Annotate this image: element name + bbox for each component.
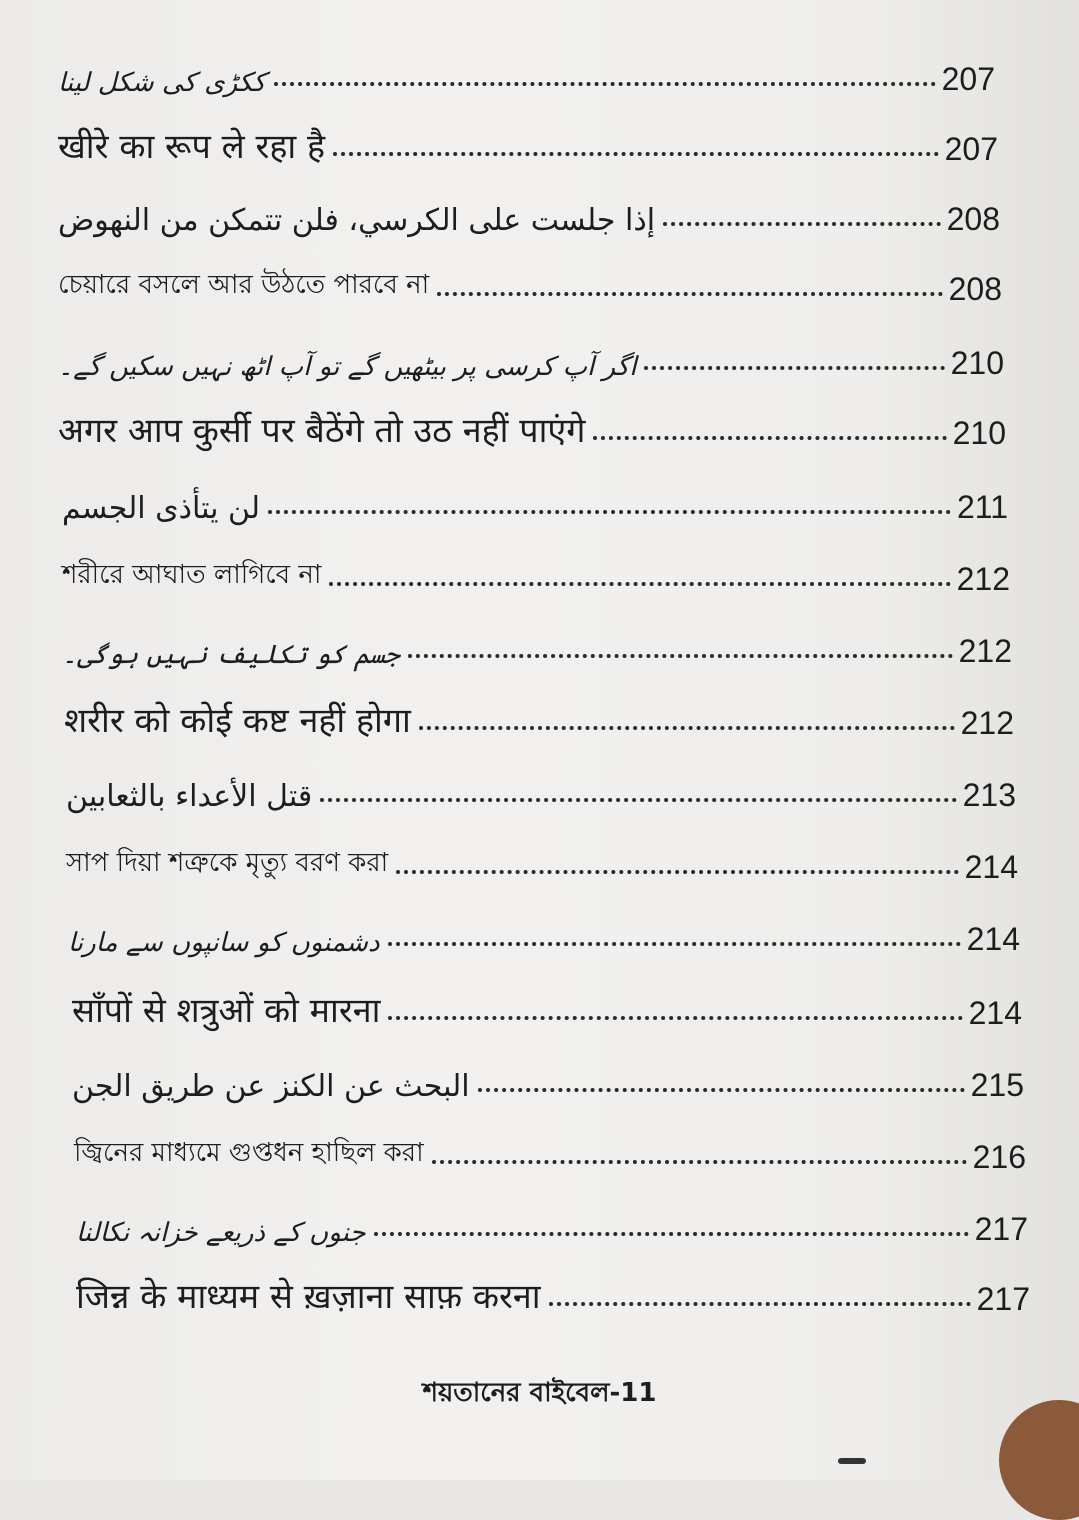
- toc-entry-title: ککڑی کی شکل لینا: [58, 68, 266, 98]
- dot-leader: [268, 510, 951, 514]
- toc-entry: [76, 1258, 1030, 1318]
- toc-entry-title: अगर आप कुर्सी पर बैठेंगे तो उठ नहीं पाएंगे: [58, 411, 586, 451]
- dot-leader: [644, 366, 944, 370]
- toc-entry-title: साँपों से शत्रुओं को मारना: [72, 991, 381, 1031]
- dot-leader: [396, 870, 958, 874]
- toc-entry-title: जिन्न के माध्यम से ख़ज़ाना साफ़ करना: [76, 1277, 541, 1317]
- dot-leader: [419, 726, 955, 730]
- toc-page-number: 210: [950, 345, 1004, 381]
- dot-leader: [374, 1232, 969, 1236]
- toc-entry-title: جسم کو تکلیف نہیں ہوگی۔: [62, 640, 400, 670]
- toc-entry-title: جنوں کے ذریعے خزانہ نکالنا: [76, 1218, 366, 1248]
- toc-entry: [58, 38, 995, 98]
- toc-entry: [64, 682, 1014, 742]
- toc-page-number: 208: [946, 201, 1000, 237]
- toc-page-number: 215: [970, 1067, 1024, 1103]
- toc-page-number: 212: [956, 561, 1010, 597]
- toc-entry: [74, 1116, 1026, 1176]
- toc-entry: [76, 1188, 1028, 1248]
- dot-leader: [320, 798, 956, 802]
- toc-entry: [68, 898, 1020, 958]
- toc-entry: [72, 972, 1022, 1032]
- toc-page-number: 207: [941, 61, 995, 97]
- toc-entry-title: البحث عن الكنز عن طريق الجن: [72, 1069, 470, 1104]
- toc-entry-title: لن يتأذى الجسم: [62, 491, 261, 526]
- dot-leader: [388, 1016, 962, 1020]
- dot-leader: [432, 1160, 967, 1164]
- toc-page-number: 208: [948, 271, 1002, 307]
- dot-leader: [388, 942, 961, 946]
- dot-leader: [329, 582, 950, 586]
- toc-entry: [66, 826, 1018, 886]
- toc-page-number: 207: [944, 131, 998, 167]
- toc-entry: [58, 322, 1004, 382]
- toc-entry-title: قتل الأعداء بالثعابين: [66, 779, 313, 814]
- dot-leader: [333, 152, 939, 156]
- toc-entry-title: চেয়ারে বসলে আর উঠতে পারবে না: [58, 270, 430, 300]
- dot-leader: [663, 222, 941, 226]
- toc-page-number: 217: [976, 1281, 1030, 1317]
- dot-leader: [274, 82, 936, 86]
- toc-entry: [58, 248, 1002, 308]
- toc-page-number: 213: [962, 777, 1016, 813]
- toc-entry: [58, 392, 1006, 452]
- toc-page-number: 210: [952, 415, 1006, 451]
- toc-entry: [62, 538, 1010, 598]
- toc-page-number: 217: [974, 1211, 1028, 1247]
- toc-entry-title: إذا جلست على الكرسي، فلن تتمكن من النهوض: [58, 203, 656, 238]
- dot-leader: [408, 654, 953, 658]
- toc-entry: [62, 610, 1012, 670]
- toc-page-number: 211: [956, 489, 1008, 525]
- toc-page-number: 212: [958, 633, 1012, 669]
- toc-entry: [62, 466, 1008, 526]
- toc-entry-title: शरीर को कोई कष्ट नहीं होगा: [64, 701, 411, 741]
- toc-entry: [66, 754, 1016, 814]
- toc-page-number: 214: [964, 849, 1018, 885]
- dot-leader: [478, 1088, 965, 1092]
- toc-entry: [58, 108, 998, 168]
- toc-page-number: 216: [972, 1139, 1026, 1175]
- dot-leader: [593, 436, 946, 440]
- toc-entry: [72, 1044, 1024, 1104]
- page-mark: [838, 1458, 866, 1464]
- toc-page-number: 214: [966, 921, 1020, 957]
- toc-entry-title: সাপ দিয়া শত্রুকে মৃত্যু বরণ করা: [66, 848, 389, 878]
- toc-entry-title: শরীরে আঘাত লাগিবে না: [62, 560, 322, 590]
- toc-entry-title: دشمنوں کو سانپوں سے مارنا: [68, 928, 380, 958]
- page-footer: শয়তানের বাইবেল-11: [422, 1378, 657, 1408]
- toc-entry: [58, 178, 1000, 238]
- toc-page-number: 214: [968, 995, 1022, 1031]
- dot-leader: [437, 292, 942, 296]
- toc-entry-title: खीरे का रूप ले रहा है: [58, 127, 326, 167]
- dot-leader: [549, 1302, 971, 1306]
- toc-entry-title: জ্বিনের মাধ্যমে গুপ্তধন হাছিল করা: [74, 1138, 424, 1168]
- toc-page-number: 212: [960, 705, 1014, 741]
- toc-entry-title: اگر آپ کرسی پر بیٹھیں گے تو آپ اٹھ نہیں سکیں گے۔: [58, 352, 637, 382]
